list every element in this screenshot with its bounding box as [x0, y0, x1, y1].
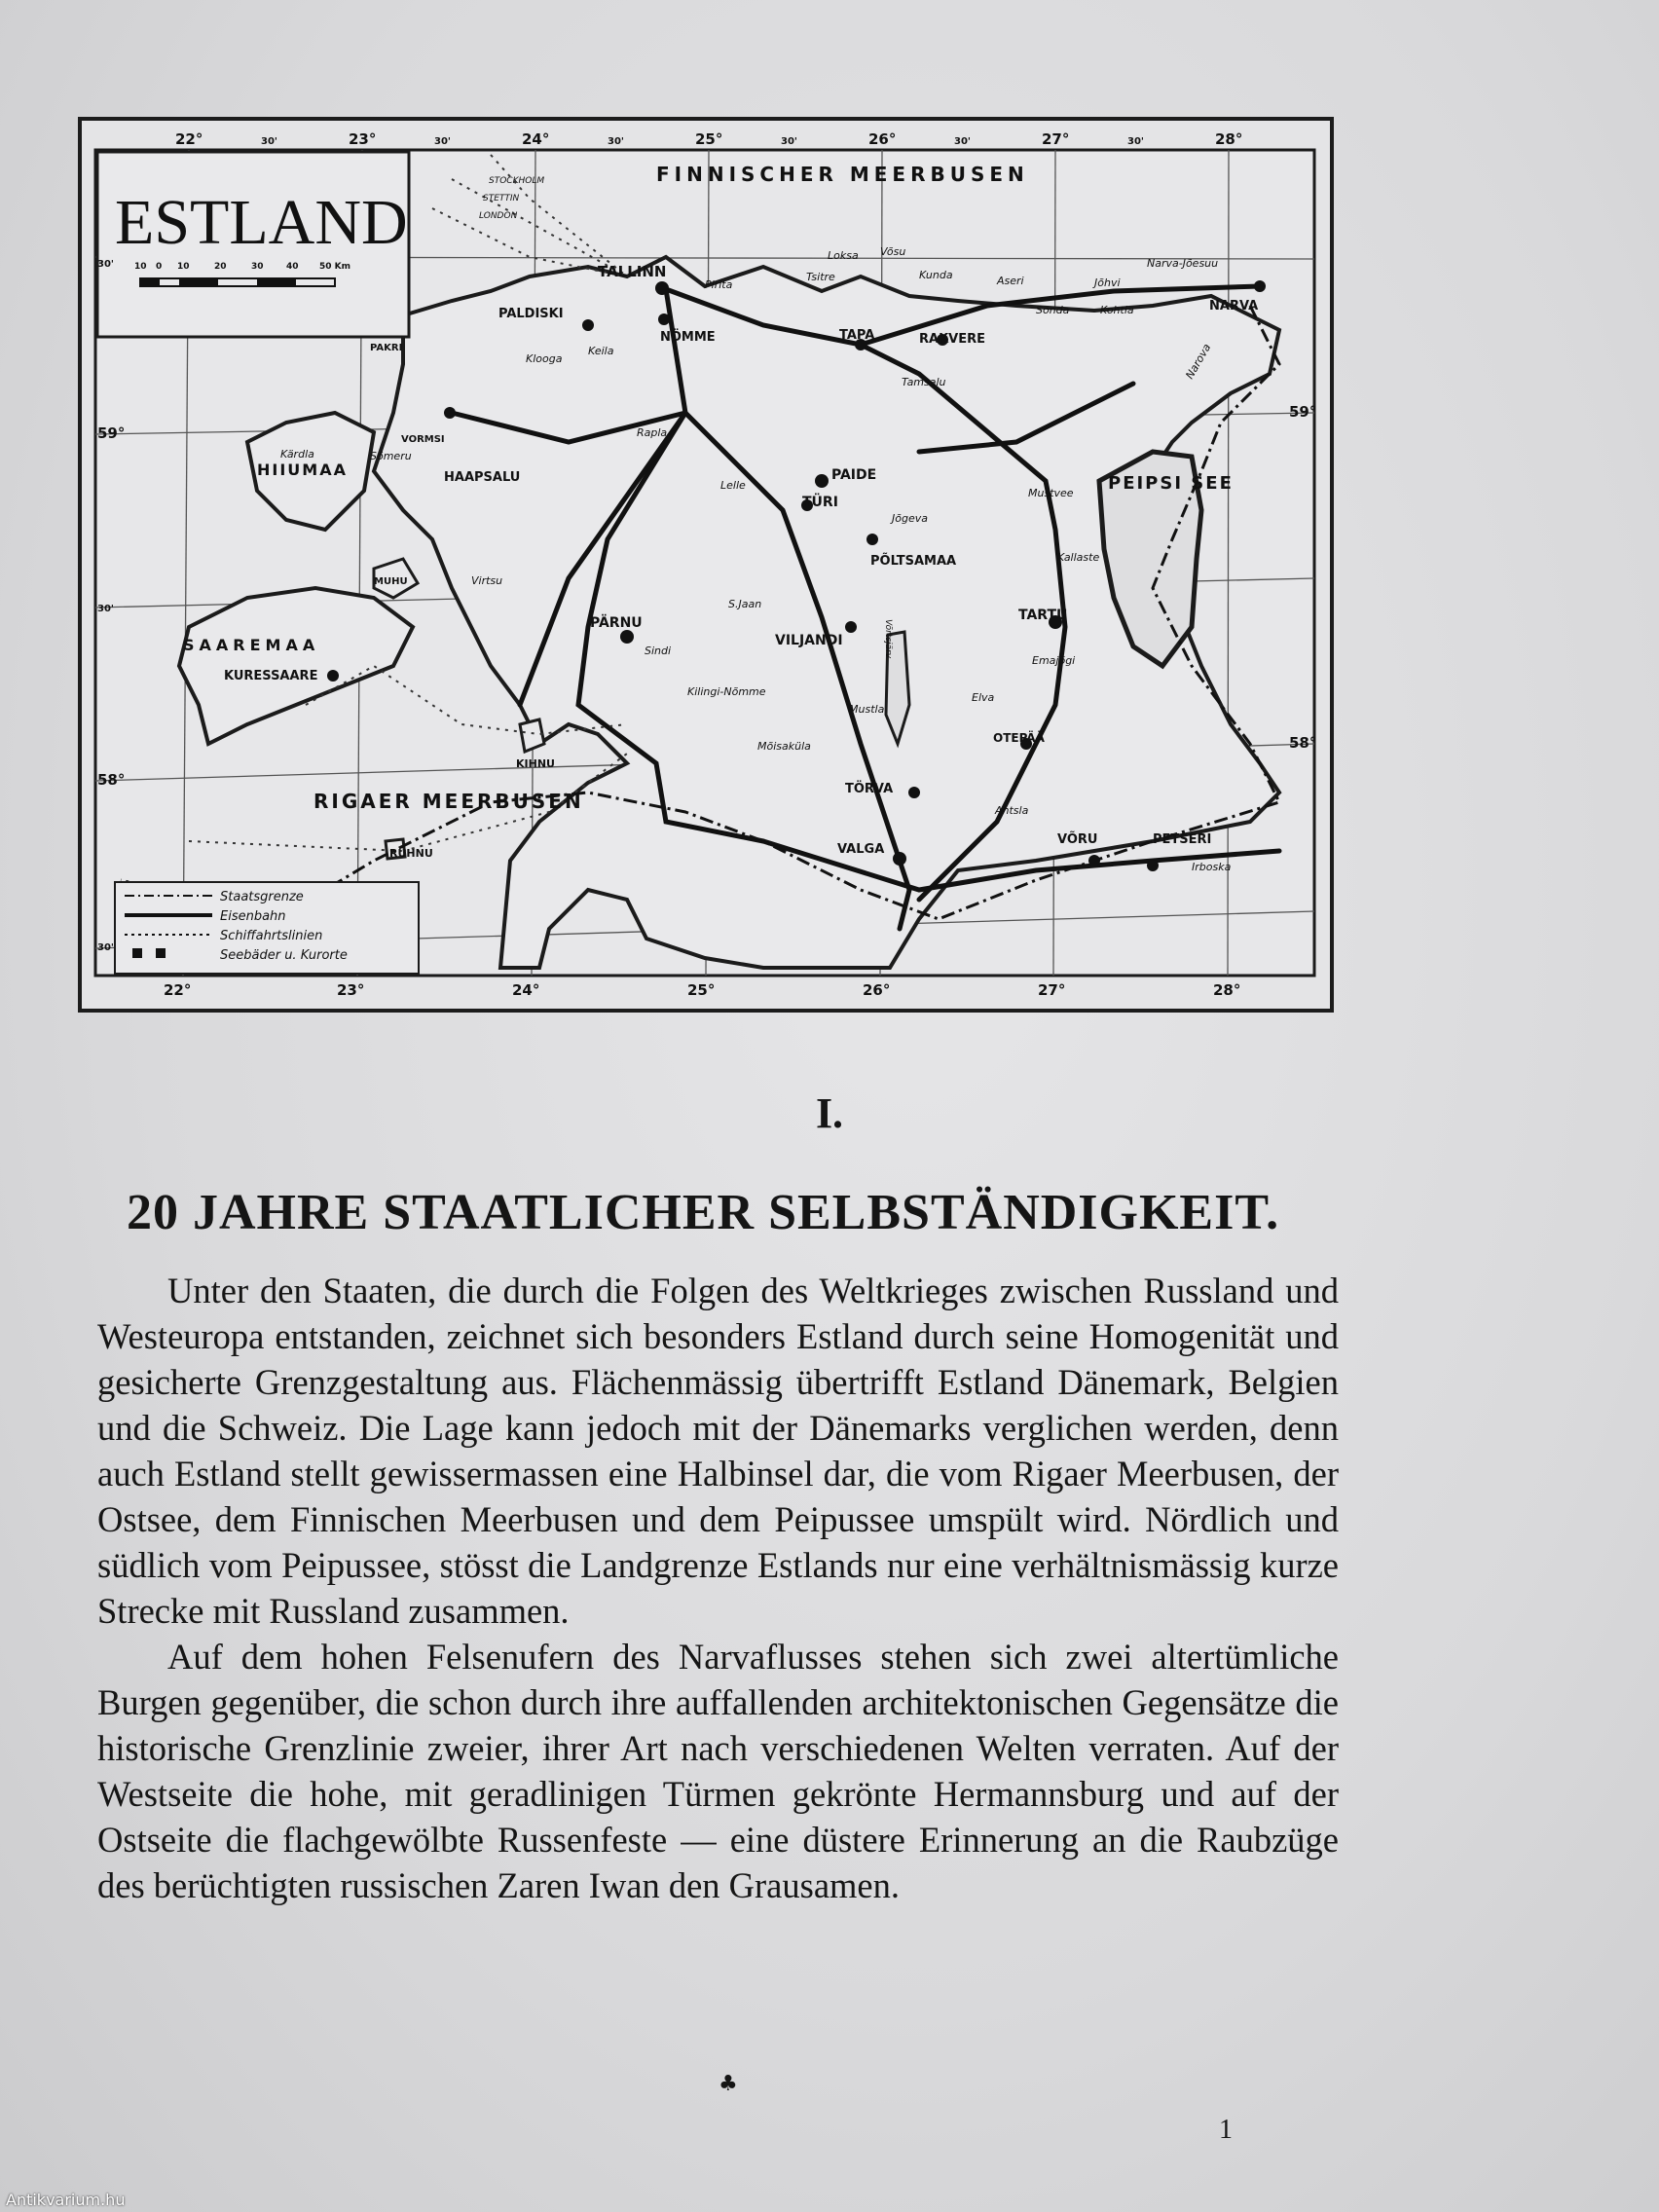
svg-text:RUHNU: RUHNU: [389, 847, 433, 860]
svg-text:KURESSAARE: KURESSAARE: [224, 669, 318, 683]
svg-text:Loksa: Loksa: [828, 249, 859, 262]
svg-text:58°: 58°: [1289, 734, 1317, 752]
svg-text:10: 10: [177, 262, 190, 272]
svg-text:28°: 28°: [1213, 981, 1241, 999]
svg-text:22°: 22°: [164, 981, 192, 999]
svg-text:S.Jaan: S.Jaan: [728, 598, 762, 610]
svg-text:Eisenbahn: Eisenbahn: [220, 909, 286, 924]
svg-text:Irboska: Irboska: [1192, 861, 1232, 873]
svg-text:23°: 23°: [337, 981, 365, 999]
chapter-number: I.: [815, 1089, 844, 1137]
svg-text:VORMSI: VORMSI: [401, 434, 445, 445]
svg-text:Virtsu: Virtsu: [471, 574, 503, 587]
svg-text:0: 0: [156, 262, 163, 272]
svg-text:Staatsgrenze: Staatsgrenze: [220, 890, 304, 904]
island-kihnu: [520, 719, 544, 752]
svg-text:20: 20: [214, 262, 227, 272]
svg-text:22°: 22°: [175, 130, 203, 148]
svg-text:Elva: Elva: [972, 691, 995, 704]
svg-text:Pirita: Pirita: [705, 278, 733, 291]
svg-text:KIHNU: KIHNU: [516, 757, 555, 770]
svg-text:26°: 26°: [868, 130, 897, 148]
svg-text:Jõgeva: Jõgeva: [892, 512, 928, 525]
svg-text:TAPA: TAPA: [839, 328, 875, 343]
svg-text:TARTU: TARTU: [1018, 608, 1068, 623]
svg-text:OTEPÄÄ: OTEPÄÄ: [993, 731, 1045, 745]
svg-text:MUHU: MUHU: [374, 576, 408, 587]
svg-text:PALDISKI: PALDISKI: [498, 307, 564, 321]
svg-text:PÄRNU: PÄRNU: [590, 615, 643, 631]
svg-text:SAAREMAA: SAAREMAA: [183, 636, 320, 654]
svg-text:HAAPSALU: HAAPSALU: [444, 470, 521, 485]
paragraph: Unter den Staaten, die durch die Folgen des Weltkrieges zwischen Russland und Westeuropa entstanden, zeichnet sich besonders Estland durch seine Homogenität und gesicherte Grenzgestaltung aus. Flächenmässig übertrifft Estland Dänemark, Belgien und die Schweiz. Die Lage kann jedoch mit der Dänemarks verglichen werden, denn auch Estland stellt gewissermassen eine Halbinsel dar, die vom Rigaer Meerbusen, der Ostsee, dem Finnischen Meerbusen und dem Peipussee umspült wird. Nördlich und südlich vom Peipussee, stösst die Landgrenze Estlands nur eine verhältnismässig kurze Strecke mit Russland zusammen.: [97, 1271, 1339, 1631]
svg-text:10: 10: [134, 262, 147, 272]
svg-text:TÜRI: TÜRI: [802, 495, 838, 510]
svg-text:STETTIN: STETTIN: [483, 194, 520, 203]
svg-text:PAKRI: PAKRI: [370, 343, 403, 353]
svg-text:30: 30: [251, 262, 264, 272]
svg-text:Emajõgi: Emajõgi: [1032, 654, 1076, 667]
svg-text:TÖRVA: TÖRVA: [845, 782, 894, 796]
svg-text:PEIPSI SEE: PEIPSI SEE: [1108, 473, 1234, 494]
svg-text:HIIUMAA: HIIUMAA: [257, 461, 348, 479]
svg-text:Jõhvi: Jõhvi: [1094, 276, 1121, 289]
svg-text:Klooga: Klooga: [526, 352, 563, 365]
svg-text:25°: 25°: [695, 130, 723, 148]
svg-text:Kunda: Kunda: [919, 269, 953, 281]
svg-text:Rapla: Rapla: [637, 426, 668, 439]
svg-text:30': 30': [954, 136, 971, 147]
svg-text:NÖMME: NÖMME: [660, 330, 716, 345]
watermark: Antikvarium.hu: [6, 2191, 126, 2209]
svg-text:24°: 24°: [512, 981, 540, 999]
svg-text:Võrtsjärv: Võrtsjärv: [883, 619, 893, 659]
svg-text:VÕRU: VÕRU: [1057, 832, 1098, 847]
svg-text:Mustvee: Mustvee: [1028, 487, 1074, 499]
svg-text:30': 30': [97, 604, 114, 614]
map-drawing: [82, 121, 1330, 1009]
svg-text:27°: 27°: [1042, 130, 1070, 148]
chapter-title: 20 JAHRE STAATLICHER SELBSTÄNDIGKEIT.: [127, 1185, 1280, 1240]
svg-text:30': 30': [1127, 136, 1144, 147]
svg-text:Kilingi-Nõmme: Kilingi-Nõmme: [687, 685, 766, 698]
svg-text:Keila: Keila: [588, 345, 614, 357]
svg-text:Tsitre: Tsitre: [806, 271, 835, 283]
svg-text:23°: 23°: [349, 130, 377, 148]
svg-text:26°: 26°: [863, 981, 891, 999]
svg-text:Seebäder u. Kurorte: Seebäder u. Kurorte: [220, 948, 348, 963]
svg-text:25°: 25°: [687, 981, 716, 999]
svg-text:24°: 24°: [522, 130, 550, 148]
svg-text:Lelle: Lelle: [720, 479, 746, 492]
svg-text:Aseri: Aseri: [997, 275, 1024, 287]
svg-text:VALGA: VALGA: [837, 842, 885, 857]
svg-text:28°: 28°: [1215, 130, 1243, 148]
svg-text:Narova: Narova: [1183, 341, 1214, 382]
svg-text:59°: 59°: [1289, 403, 1317, 421]
svg-text:30': 30': [97, 942, 114, 953]
svg-text:Tamsalu: Tamsalu: [902, 376, 946, 388]
svg-text:PÕLTSAMAA: PÕLTSAMAA: [870, 554, 957, 569]
svg-text:Schiffahrtslinien: Schiffahrtslinien: [220, 929, 323, 943]
svg-text:58°: 58°: [97, 771, 126, 789]
svg-text:NARVA: NARVA: [1209, 299, 1259, 313]
ornament-icon: ♣: [719, 2072, 738, 2096]
svg-text:27°: 27°: [1038, 981, 1066, 999]
svg-text:Kallaste: Kallaste: [1057, 551, 1100, 564]
page-number: 1: [1219, 2115, 1233, 2145]
svg-text:Narva-Jõesuu: Narva-Jõesuu: [1147, 257, 1219, 270]
svg-text:RIGAER MEERBUSEN: RIGAER MEERBUSEN: [313, 790, 584, 813]
map-title: ESTLAND: [115, 187, 408, 258]
svg-text:Võsu: Võsu: [880, 245, 906, 258]
svg-text:Sindi: Sindi: [645, 645, 672, 657]
svg-text:Antsla: Antsla: [995, 804, 1029, 817]
svg-text:TALLINN: TALLINN: [598, 263, 667, 280]
svg-text:59°: 59°: [97, 424, 126, 442]
svg-text:FINNISCHER MEERBUSEN: FINNISCHER MEERBUSEN: [656, 163, 1029, 186]
svg-text:30': 30': [608, 136, 624, 147]
svg-text:Mustla: Mustla: [849, 703, 885, 716]
svg-text:Kärdla: Kärdla: [280, 448, 314, 461]
svg-text:PETSERI: PETSERI: [1153, 832, 1212, 847]
svg-text:VILJANDI: VILJANDI: [775, 633, 843, 648]
svg-text:30': 30': [434, 136, 451, 147]
svg-text:STOCKHOLM: STOCKHOLM: [489, 176, 545, 186]
svg-text:Kohtla: Kohtla: [1100, 304, 1134, 316]
svg-text:30': 30': [261, 136, 277, 147]
svg-text:30': 30': [781, 136, 797, 147]
svg-text:30': 30': [97, 259, 114, 270]
svg-text:Sõmeru: Sõmeru: [370, 450, 412, 462]
svg-text:RAKVERE: RAKVERE: [919, 332, 985, 347]
body-text: [97, 1268, 1339, 1908]
svg-text:PAIDE: PAIDE: [831, 467, 877, 483]
svg-text:40: 40: [286, 262, 299, 272]
svg-text:Sonda: Sonda: [1036, 304, 1070, 316]
estonia-map: [78, 117, 1334, 1013]
svg-text:Mõisaküla: Mõisaküla: [757, 740, 811, 753]
paragraph: Auf dem hohen Felsenufern des Narvaflusses stehen sich zwei altertümliche Burgen gegenüber, die schon durch ihre auffallenden architektonischen Gegensätze die historische Grenzlinie zweier, ihrer Art nach verschiedenen Welten verraten. Auf der Westseite die hohe, mit geradlinigen Türmen gekrönte Hermannsburg und auf der Ostseite die flachgewölbte Russenfeste — eine düstere Erinnerung an die Raubzüge des berüchtigten russischen Zaren Iwan den Grausamen.: [97, 1637, 1339, 1905]
svg-text:LONDON: LONDON: [479, 211, 518, 221]
svg-text:50 Km: 50 Km: [319, 262, 351, 272]
